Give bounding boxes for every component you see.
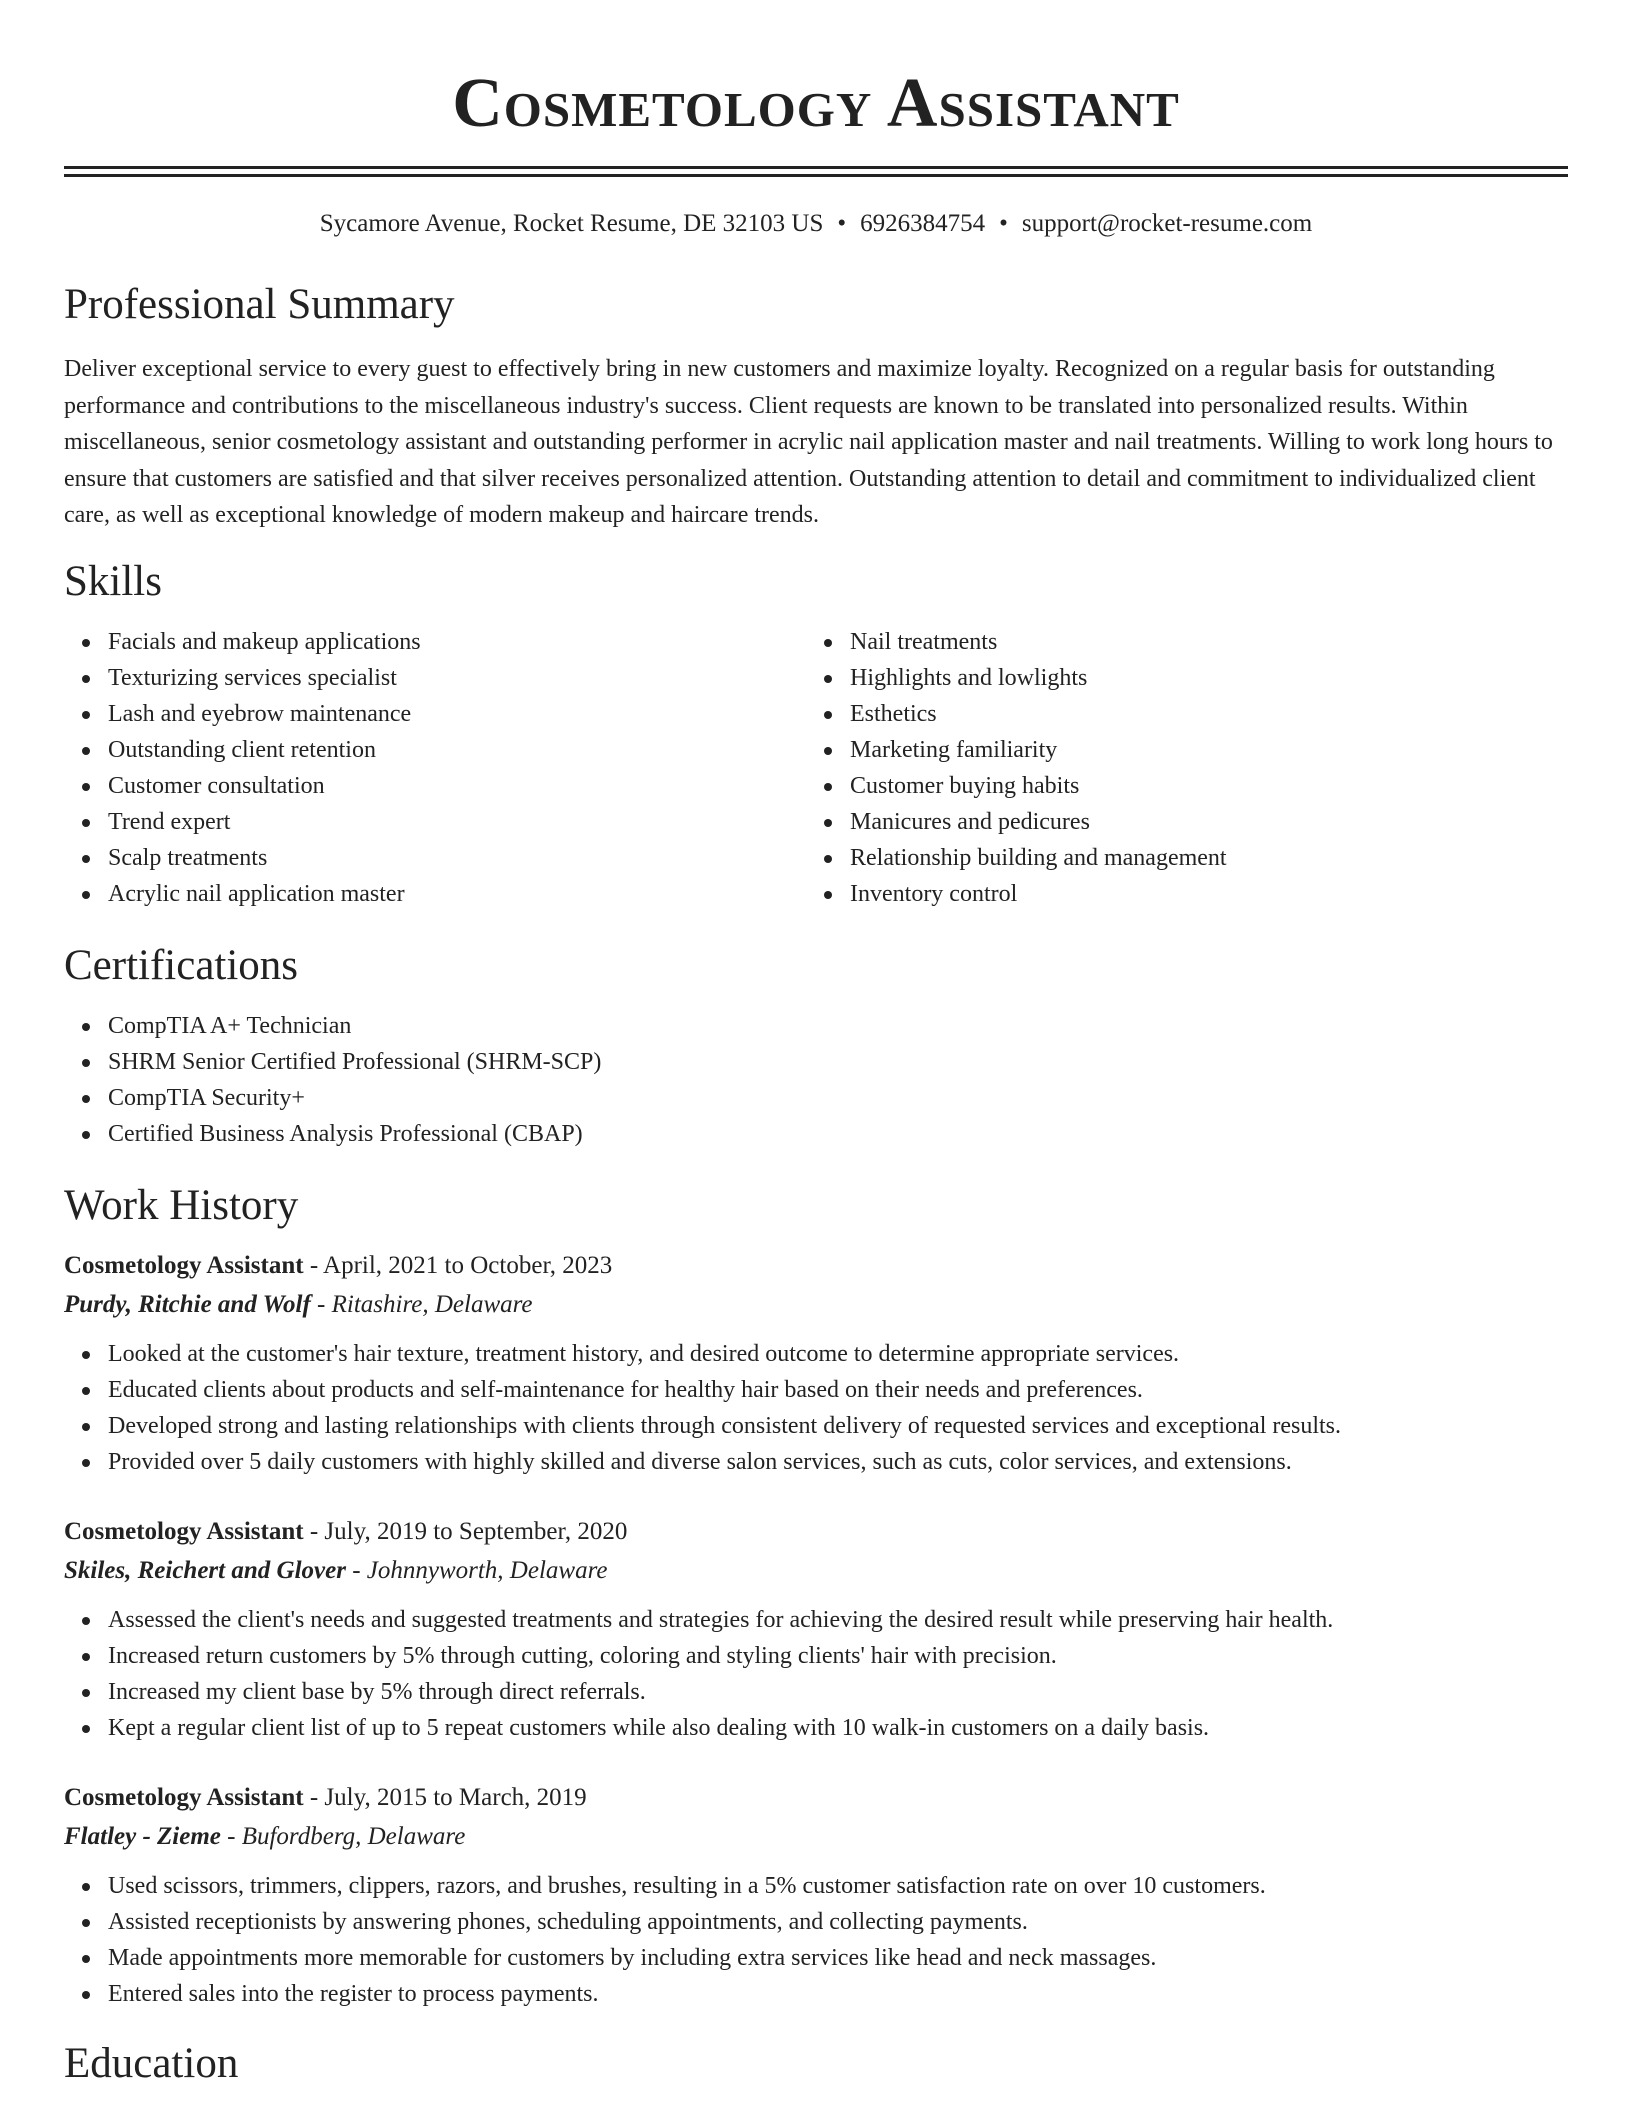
- skill-item: Esthetics: [850, 696, 1548, 732]
- job-company: Purdy, Ritchie and Wolf: [64, 1290, 311, 1318]
- job-title-line: [64, 1512, 1568, 1552]
- job-bullet: Assessed the client's needs and suggested treatments and strategies for achieving the desired result while preserving hair health.: [108, 1602, 1568, 1638]
- job-location: - Bufordberg, Delaware: [220, 1822, 466, 1850]
- skill-item: Manicures and pedicures: [850, 804, 1548, 840]
- skill-item: Outstanding client retention: [108, 732, 806, 768]
- job-entry: [64, 1778, 1568, 2012]
- job-entry: [64, 1512, 1568, 1746]
- job-bullet: Assisted receptionists by answering phones, scheduling appointments, and collecting payments.: [108, 1904, 1568, 1940]
- skills-heading: Skills: [64, 557, 162, 605]
- certification-item: Certified Business Analysis Professional (CBAP): [108, 1116, 1568, 1152]
- job-title-line: [64, 1778, 1568, 1818]
- job-bullet: Increased my client base by 5% through direct referrals.: [108, 1674, 1568, 1710]
- skill-item: Highlights and lowlights: [850, 660, 1548, 696]
- contact-phone: 6926384754: [860, 210, 986, 237]
- job-location: - Johnnyworth, Delaware: [345, 1556, 608, 1584]
- certification-item: SHRM Senior Certified Professional (SHRM-SCP): [108, 1044, 1568, 1080]
- skill-item: Trend expert: [108, 804, 806, 840]
- skill-item: Customer buying habits: [850, 768, 1548, 804]
- job-bullet: Increased return customers by 5% through cutting, coloring and styling clients' hair with precision.: [108, 1638, 1568, 1674]
- job-company: Skiles, Reichert and Glover: [64, 1556, 346, 1584]
- header-double-rule: [64, 166, 1568, 177]
- certifications-list: [64, 1008, 1568, 1152]
- job-entry: [64, 1246, 1568, 1480]
- job-title: Cosmetology Assistant: [64, 1783, 304, 1811]
- job-company-line: [64, 1286, 1568, 1324]
- job-dates: - April, 2021 to October, 2023: [303, 1251, 613, 1279]
- job-bullet: Provided over 5 daily customers with highly skilled and diverse salon services, such as cuts, color services, and extensions.: [108, 1444, 1568, 1480]
- job-bullet: Kept a regular client list of up to 5 repeat customers while also dealing with 10 walk-in customers on a daily basis.: [108, 1710, 1568, 1746]
- summary-heading: Professional Summary: [64, 281, 455, 328]
- summary-text: Deliver exceptional service to every guest to effectively bring in new customers and maximize loyalty. Recognized on a regular basis for outstanding performance and contributions to the miscellaneous industry's success. Client requests are known to be translated into personalized results. Within miscellaneous, senior cosmetology assistant and outstanding performer in acrylic nail application master and nail treatments. Willing to work long hours to ensure that customers are satisfied and that silver receives personalized attention. Outstanding attention to detail and commitment to individualized client care, as well as exceptional knowledge of modern makeup and haircare trends.: [64, 356, 1553, 528]
- job-location: - Ritashire, Delaware: [310, 1290, 533, 1318]
- skill-item: Facials and makeup applications: [108, 624, 806, 660]
- job-company: Flatley - Zieme: [64, 1822, 221, 1850]
- skill-item: Marketing familiarity: [850, 732, 1548, 768]
- resume-name: Cosmetology Assistant: [452, 65, 1180, 142]
- job-bullet: Used scissors, trimmers, clippers, razors, and brushes, resulting in a 5% customer satisfaction rate on over 10 customers.: [108, 1868, 1568, 1904]
- contact-separator: •: [837, 210, 847, 237]
- job-bullets: [64, 1336, 1568, 1480]
- skills-list-left: [64, 624, 806, 912]
- contact-address: Sycamore Avenue, Rocket Resume, DE 32103 US: [319, 210, 824, 237]
- job-bullets: [64, 1868, 1568, 2012]
- certification-item: CompTIA A+ Technician: [108, 1008, 1568, 1044]
- skill-item: Relationship building and management: [850, 840, 1548, 876]
- job-title: Cosmetology Assistant: [64, 1251, 304, 1279]
- education-heading: Education: [64, 2039, 239, 2087]
- contact-email: support@rocket-resume.com: [1021, 210, 1313, 237]
- contact-separator: •: [999, 210, 1008, 237]
- job-dates: - July, 2015 to March, 2019: [303, 1783, 587, 1811]
- job-title: Cosmetology Assistant: [64, 1517, 304, 1545]
- skill-item: Texturizing services specialist: [108, 660, 806, 696]
- certifications-heading: Certifications: [64, 941, 299, 989]
- skill-item: Inventory control: [850, 876, 1548, 912]
- job-dates: - July, 2019 to September, 2020: [303, 1517, 628, 1545]
- job-title-line: [64, 1246, 1568, 1286]
- skill-item: Lash and eyebrow maintenance: [108, 696, 806, 732]
- certification-item: CompTIA Security+: [108, 1080, 1568, 1116]
- skill-item: Acrylic nail application master: [108, 876, 806, 912]
- contact-line: [64, 207, 1568, 241]
- job-bullet: Made appointments more memorable for customers by including extra services like head and neck massages.: [108, 1940, 1568, 1976]
- job-bullets: [64, 1602, 1568, 1746]
- resume-page: [64, 0, 1568, 2090]
- skills-columns: [64, 624, 1568, 912]
- job-company-line: [64, 1818, 1568, 1856]
- skill-item: Customer consultation: [108, 768, 806, 804]
- skills-list-right: [806, 624, 1548, 912]
- skill-item: Scalp treatments: [108, 840, 806, 876]
- job-bullet: Educated clients about products and self-maintenance for healthy hair based on their needs and preferences.: [108, 1372, 1568, 1408]
- work-history-heading: Work History: [64, 1181, 299, 1229]
- job-bullet: Looked at the customer's hair texture, treatment history, and desired outcome to determine appropriate services.: [108, 1336, 1568, 1372]
- job-bullet: Developed strong and lasting relationships with clients through consistent delivery of requested services and exceptional results.: [108, 1408, 1568, 1444]
- job-bullet: Entered sales into the register to process payments.: [108, 1976, 1568, 2012]
- skill-item: Nail treatments: [850, 624, 1548, 660]
- job-company-line: [64, 1552, 1568, 1590]
